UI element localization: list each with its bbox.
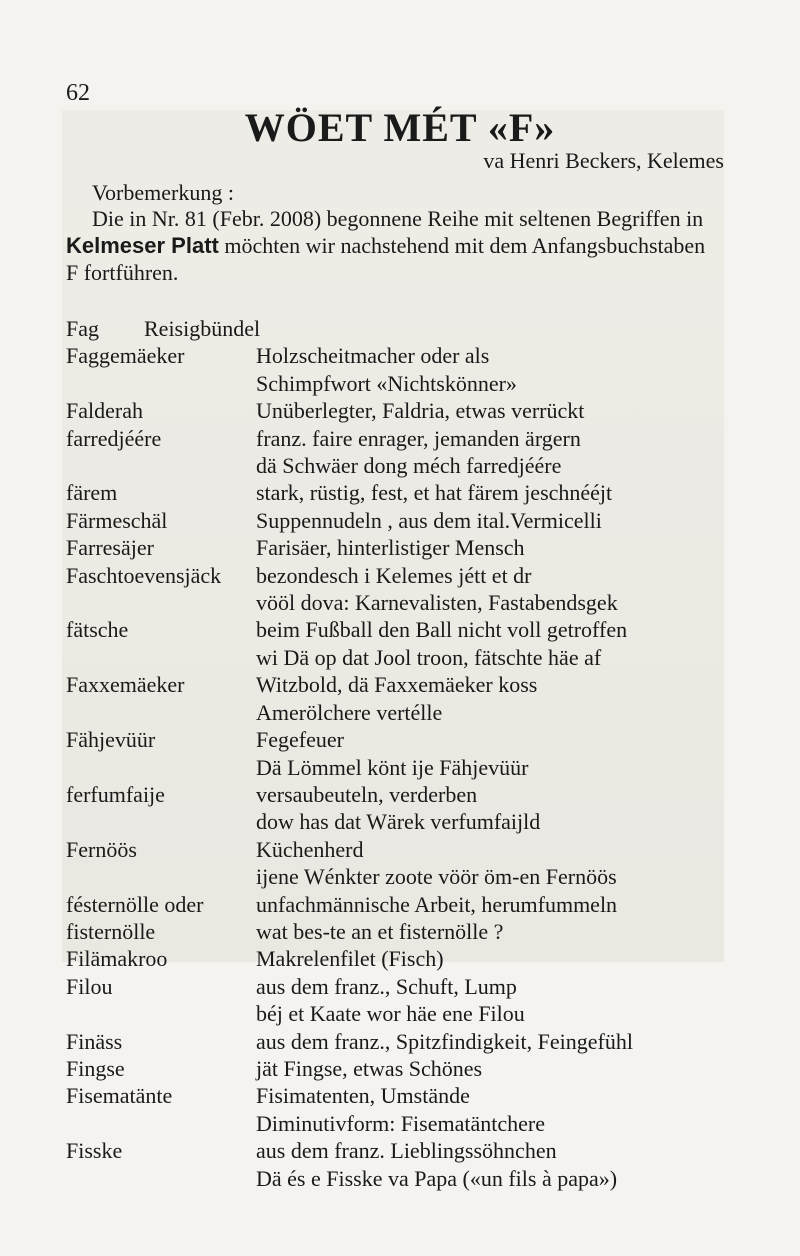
entry-term: Finäss <box>66 1028 123 1054</box>
entry-definition-line: jät Fingse, etwas Schönes <box>256 1055 483 1081</box>
entry-definition <box>256 945 736 972</box>
entry-definition-line: aus dem franz., Schuft, Lump <box>256 973 517 999</box>
entry-definition <box>256 891 736 918</box>
glossary-entry <box>66 671 736 726</box>
entry-term: Fag <box>66 316 99 341</box>
entry-definition-line: versaubeuteln, verderben <box>256 781 478 807</box>
entry-definition <box>256 918 736 945</box>
entry-definition-line: Witzbold, dä Faxxemäeker koss <box>256 672 538 698</box>
entry-term: Fähjevüür <box>66 727 156 753</box>
entry-term: Faxxemäeker <box>66 672 185 698</box>
glossary-entry <box>66 1082 736 1137</box>
entry-definition-line: franz. faire enrager, jemanden ärgern <box>256 425 581 451</box>
glossary-list <box>66 315 736 1192</box>
glossary-entry <box>66 726 736 781</box>
entry-definition-line: béj et Kaate wor häe ene Filou <box>256 1001 525 1027</box>
entry-definition-line: Diminutivform: Fisematäntchere <box>256 1110 545 1136</box>
entry-definition-line: Fisimatenten, Umstände <box>256 1083 470 1109</box>
glossary-entry <box>66 945 736 972</box>
glossary-entry <box>66 781 736 836</box>
entry-definition-line: beim Fußball den Ball nicht voll getroffen <box>256 617 628 643</box>
entry-definition <box>256 1055 736 1082</box>
glossary-entry <box>66 836 736 891</box>
entry-term: Faschtoevensjäck <box>66 562 222 588</box>
page-number: 62 <box>66 80 90 106</box>
entry-definition <box>256 616 736 671</box>
entry-definition <box>256 534 736 561</box>
entry-term: ferfumfaije <box>66 781 165 807</box>
entry-term: Färmeschäl <box>66 507 168 533</box>
glossary-entry <box>66 342 736 397</box>
intro-line-3: F fortführen. <box>66 260 179 285</box>
entry-definition <box>256 726 736 781</box>
intro-paragraph <box>66 205 726 286</box>
entry-definition <box>256 781 736 836</box>
glossary-entry <box>66 562 736 617</box>
entry-definition-line: aus dem franz. Lieblingssöhnchen <box>256 1138 557 1164</box>
entry-definition <box>256 1082 736 1137</box>
entry-definition <box>256 1028 736 1055</box>
page-title: WÖET MÉT «F» <box>244 105 556 150</box>
entry-definition-line: Küchenherd <box>256 836 364 862</box>
entry-definition-line: wi Dä op dat Jool troon, fätschte häe af <box>256 644 602 670</box>
glossary-entry <box>66 425 736 480</box>
entry-definition <box>256 397 736 424</box>
entry-definition-line: Unüberlegter, Faldria, etwas verrückt <box>256 398 585 424</box>
glossary-entry <box>66 1028 736 1055</box>
entry-definition <box>256 836 736 891</box>
glossary-entry <box>66 1137 736 1192</box>
glossary-entry <box>66 891 736 918</box>
entry-definition <box>256 671 736 726</box>
entry-definition <box>256 1137 736 1192</box>
entry-term: fésternölle oder <box>66 891 204 917</box>
entry-definition <box>256 562 736 617</box>
entry-term: Filämakroo <box>66 946 168 972</box>
entry-definition-line: bezondesch i Kelemes jétt et dr <box>256 562 532 588</box>
entry-term: Faggemäeker <box>66 343 185 369</box>
entry-term: fisternölle <box>66 918 156 944</box>
entry-definition <box>256 342 736 397</box>
entry-definition-line: dow has dat Wärek verfumfaijld <box>256 809 541 835</box>
entry-definition-line: Suppennudeln , aus dem ital.Vermicelli <box>256 507 602 533</box>
entry-definition-line: Farisäer, hinterlistiger Mensch <box>256 535 525 561</box>
glossary-entry <box>66 1055 736 1082</box>
entry-term: Fisske <box>66 1138 123 1164</box>
entry-definition-line: vööl dova: Karnevalisten, Fastabendsgek <box>256 590 618 616</box>
glossary-entry <box>66 973 736 1028</box>
glossary-entry <box>66 616 736 671</box>
intro-line-1: Die in Nr. 81 (Febr. 2008) begonnene Reihe mit seltenen Begriffen in <box>92 206 704 231</box>
entry-term: fätsche <box>66 617 129 643</box>
glossary-entry <box>66 918 736 945</box>
entry-definition <box>256 479 736 506</box>
entry-definition-line: wat bes-te an et fisternölle ? <box>256 918 504 944</box>
entry-definition-line: Holzscheitmacher oder als <box>256 343 490 369</box>
entry-definition-line: dä Schwäer dong méch farredjéére <box>256 453 562 479</box>
entry-definition-line: Dä és e Fisske va Papa («un fils à papa») <box>256 1165 618 1191</box>
glossary-entry <box>66 479 736 506</box>
glossary-entry <box>66 315 736 342</box>
entry-definition <box>256 973 736 1028</box>
entry-term: farredjéére <box>66 425 162 451</box>
author-line: va Henri Beckers, Kelemes <box>483 148 724 173</box>
entry-definition-line: aus dem franz., Spitzfindigkeit, Feingefühl <box>256 1028 633 1054</box>
entry-definition-line: Makrelenfilet (Fisch) <box>256 946 444 972</box>
entry-definition-line: Fegefeuer <box>256 727 344 753</box>
entry-definition-line: stark, rüstig, fest, et hat färem jeschnééjt <box>256 480 613 506</box>
entry-definition-line: unfachmännische Arbeit, herumfummeln <box>256 891 618 917</box>
entry-definition-line: ijene Wénkter zoote vöör öm-en Fernöös <box>256 864 617 890</box>
entry-definition-line: Schimpfwort «Nichtskönner» <box>256 370 517 396</box>
entry-definition-line: Reisigbündel <box>144 316 261 341</box>
glossary-entry <box>66 534 736 561</box>
entry-term: Fernöös <box>66 836 137 862</box>
entry-definition-line: Amerölchere vertélle <box>256 699 443 725</box>
entry-term: Farresäjer <box>66 535 154 561</box>
entry-term: färem <box>66 480 118 506</box>
entry-term: Filou <box>66 973 113 999</box>
entry-definition-line: Dä Lömmel könt ije Fähjevüür <box>256 754 529 780</box>
entry-definition <box>256 425 736 480</box>
entry-term: Fisematänte <box>66 1083 173 1109</box>
glossary-entry <box>66 507 736 534</box>
entry-definition <box>256 507 736 534</box>
entry-term: Fingse <box>66 1055 125 1081</box>
entry-term: Falderah <box>66 398 143 424</box>
intro-label: Vorbemerkung : <box>92 180 234 205</box>
glossary-entry <box>66 397 736 424</box>
intro-bold-dialect: Kelmeser Platt <box>66 233 219 258</box>
intro-line-2: Kelmeser Platt möchten wir nachstehend mit dem Anfangsbuchstaben <box>66 233 706 258</box>
